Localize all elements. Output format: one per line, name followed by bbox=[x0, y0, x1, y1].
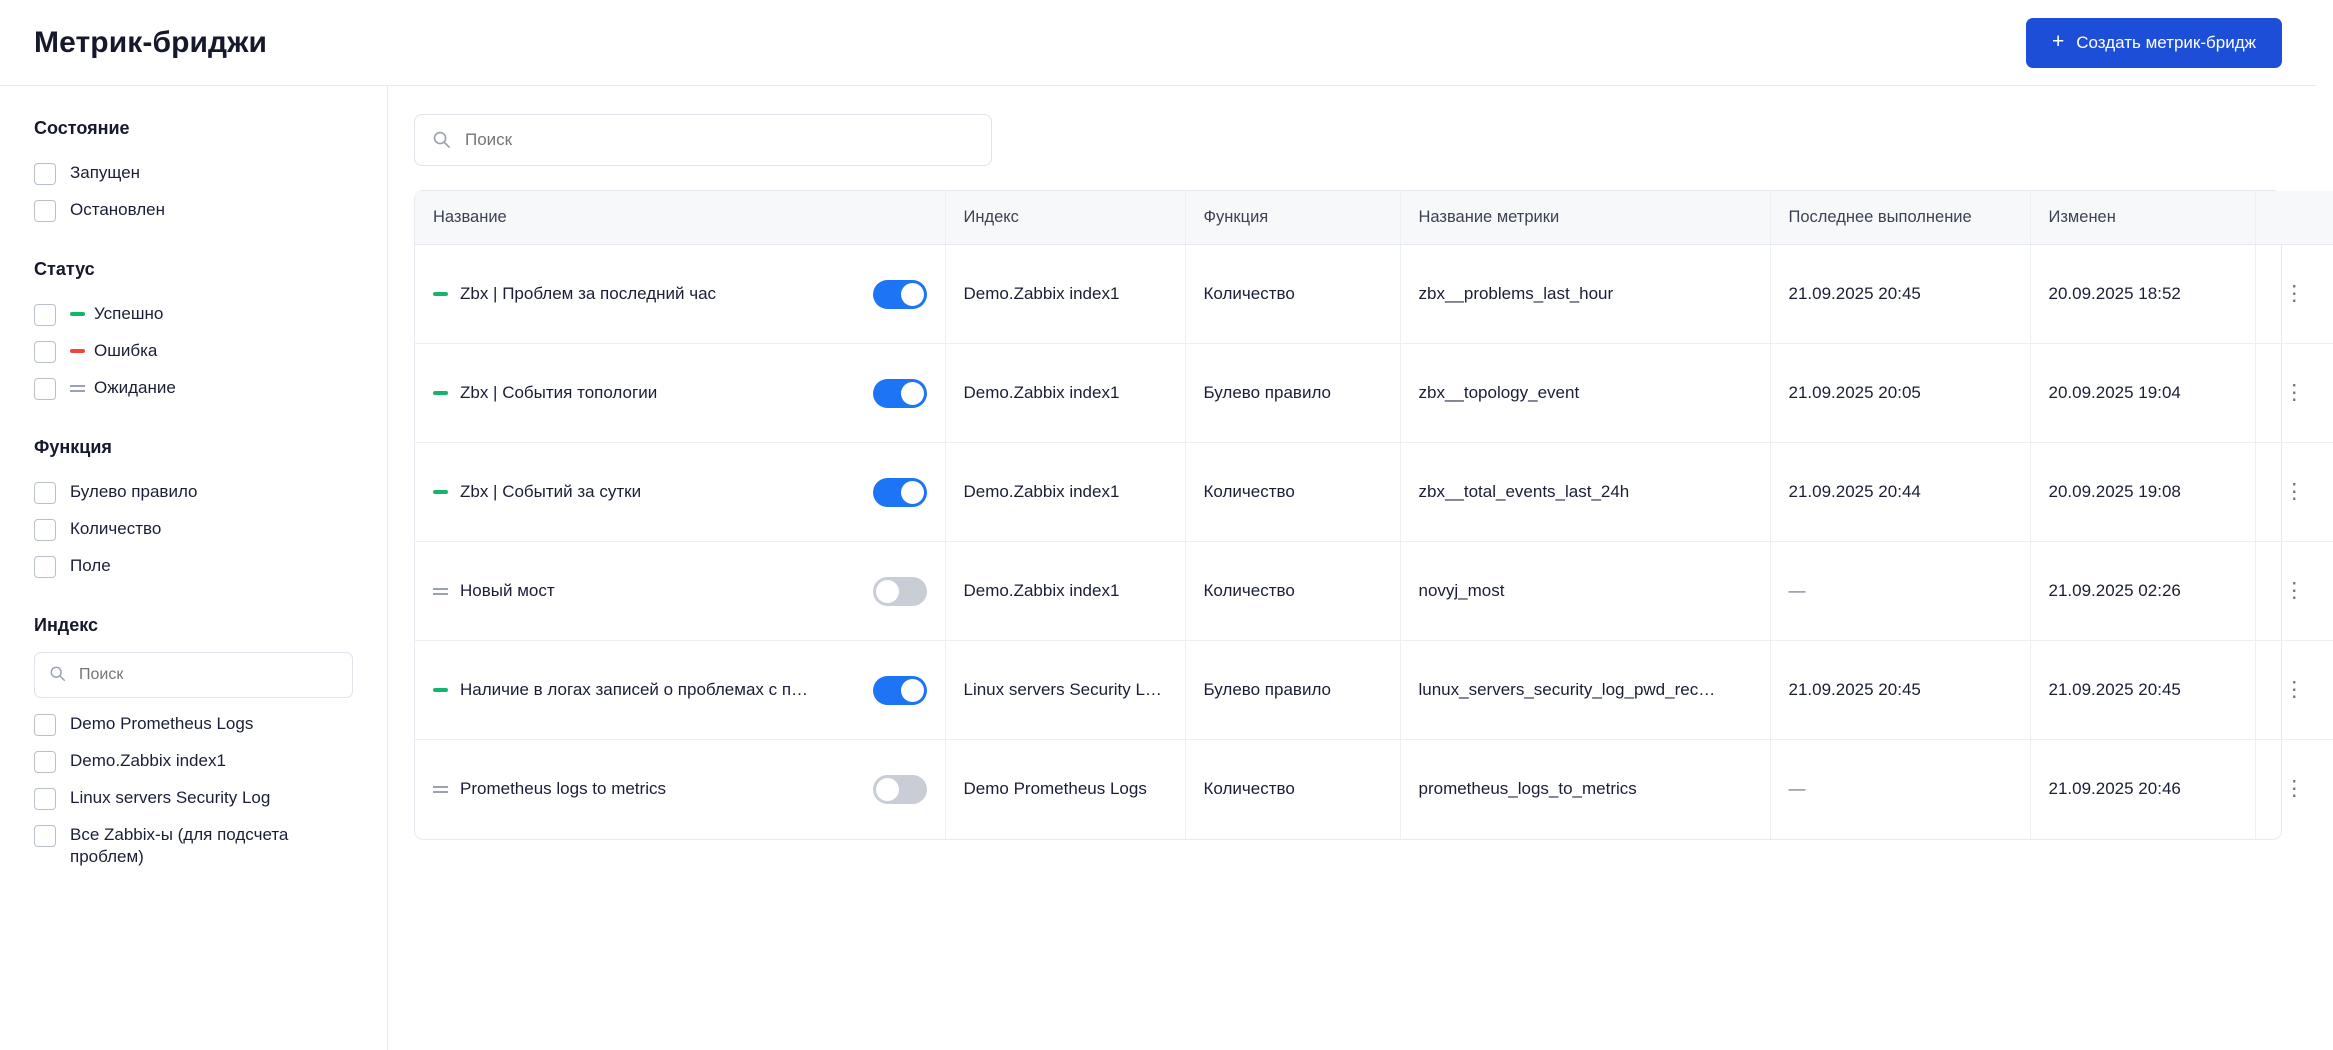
status-success-icon bbox=[433, 292, 448, 296]
bridge-index: Demo Prometheus Logs bbox=[945, 740, 1185, 839]
bridge-function: Количество bbox=[1185, 443, 1400, 542]
facet-state-title: Состояние bbox=[34, 118, 130, 138]
kebab-menu-icon[interactable]: ⋮ bbox=[2283, 281, 2305, 305]
status-pending-icon bbox=[433, 588, 448, 595]
page-body bbox=[0, 86, 2316, 1050]
bridge-function: Булево правило bbox=[1185, 641, 1400, 740]
facet-status-title: Статус bbox=[34, 259, 95, 279]
kebab-menu-icon[interactable]: ⋮ bbox=[2283, 677, 2305, 701]
checkbox-icon[interactable] bbox=[34, 378, 56, 400]
enable-toggle[interactable] bbox=[873, 577, 927, 606]
checkbox-icon[interactable] bbox=[34, 482, 56, 504]
kebab-menu-icon[interactable]: ⋮ bbox=[2283, 776, 2305, 800]
column-header-last-run[interactable]: Последнее выполнение bbox=[1770, 191, 2030, 245]
search-icon bbox=[49, 665, 66, 687]
bridge-name: Zbx | Событий за сутки bbox=[460, 482, 642, 501]
enable-toggle[interactable] bbox=[873, 379, 927, 408]
filter-state-stopped[interactable] bbox=[34, 192, 353, 229]
enable-toggle[interactable] bbox=[873, 676, 927, 705]
enable-toggle[interactable] bbox=[873, 775, 927, 804]
checkbox-icon[interactable] bbox=[34, 825, 56, 847]
filter-state-running[interactable] bbox=[34, 155, 353, 192]
filters-sidebar bbox=[0, 86, 388, 1050]
page-header bbox=[0, 0, 2316, 86]
facet-state bbox=[34, 118, 353, 229]
column-header-name[interactable]: Название bbox=[415, 191, 945, 245]
bridge-metric-name: zbx__problems_last_hour bbox=[1400, 245, 1770, 344]
bridge-last-run: — bbox=[1770, 542, 2030, 641]
facet-function-title: Функция bbox=[34, 437, 112, 457]
bridge-last-run: 21.09.2025 20:45 bbox=[1770, 245, 2030, 344]
main-content bbox=[388, 86, 2316, 1050]
filter-label: Demo.Zabbix index1 bbox=[70, 751, 226, 770]
filter-label: Ожидание bbox=[94, 378, 176, 397]
bridge-name: Zbx | События топологии bbox=[460, 383, 658, 402]
bridge-metric-name: novyj_most bbox=[1400, 542, 1770, 641]
search-icon bbox=[432, 130, 451, 154]
status-pending-icon bbox=[70, 385, 85, 392]
table-header-row bbox=[415, 191, 2333, 245]
bridge-last-run: 21.09.2025 20:45 bbox=[1770, 641, 2030, 740]
bridge-last-run: 21.09.2025 20:44 bbox=[1770, 443, 2030, 542]
filter-index-demo-prometheus-logs[interactable] bbox=[34, 706, 353, 743]
table-row[interactable] bbox=[415, 245, 2333, 344]
status-success-icon bbox=[433, 391, 448, 395]
status-success-icon bbox=[433, 688, 448, 692]
checkbox-icon[interactable] bbox=[34, 341, 56, 363]
filter-status-success[interactable] bbox=[34, 296, 353, 333]
facet-function bbox=[34, 437, 353, 585]
bridge-changed: 21.09.2025 20:46 bbox=[2030, 740, 2255, 839]
filter-function-boolean[interactable] bbox=[34, 474, 353, 511]
bridge-changed: 20.09.2025 19:04 bbox=[2030, 344, 2255, 443]
bridge-metric-name: prometheus_logs_to_metrics bbox=[1400, 740, 1770, 839]
column-header-changed[interactable]: Изменен bbox=[2030, 191, 2255, 245]
facet-status bbox=[34, 259, 353, 407]
column-header-metric-name[interactable]: Название метрики bbox=[1400, 191, 1770, 245]
filter-index-demo-zabbix-index1[interactable] bbox=[34, 743, 353, 780]
filter-label: Остановлен bbox=[70, 200, 166, 219]
checkbox-icon[interactable] bbox=[34, 163, 56, 185]
filter-label: Поле bbox=[70, 556, 111, 575]
table-row[interactable] bbox=[415, 542, 2333, 641]
bridge-index: Demo.Zabbix index1 bbox=[945, 245, 1185, 344]
bridge-index: Demo.Zabbix index1 bbox=[945, 542, 1185, 641]
create-button-label: Создать метрик-бридж bbox=[2076, 32, 2256, 52]
index-search-input[interactable] bbox=[34, 652, 353, 698]
bridge-metric-name: zbx__total_events_last_24h bbox=[1400, 443, 1770, 542]
table-search bbox=[414, 114, 992, 166]
filter-label: Количество bbox=[70, 519, 162, 538]
checkbox-icon[interactable] bbox=[34, 519, 56, 541]
filter-index-linux-servers-security-log[interactable] bbox=[34, 780, 353, 817]
bridge-changed: 21.09.2025 02:26 bbox=[2030, 542, 2255, 641]
enable-toggle[interactable] bbox=[873, 478, 927, 507]
kebab-menu-icon[interactable]: ⋮ bbox=[2283, 578, 2305, 602]
filter-label: Demo Prometheus Logs bbox=[70, 714, 254, 733]
checkbox-icon[interactable] bbox=[34, 751, 56, 773]
bridge-function: Булево правило bbox=[1185, 344, 1400, 443]
table-row[interactable] bbox=[415, 443, 2333, 542]
column-header-function[interactable]: Функция bbox=[1185, 191, 1400, 245]
kebab-menu-icon[interactable]: ⋮ bbox=[2283, 380, 2305, 404]
status-success-icon bbox=[433, 490, 448, 494]
bridge-metric-name: zbx__topology_event bbox=[1400, 344, 1770, 443]
column-header-index[interactable]: Индекс bbox=[945, 191, 1185, 245]
filter-label: Запущен bbox=[70, 163, 141, 182]
checkbox-icon[interactable] bbox=[34, 788, 56, 810]
bridge-index: Demo.Zabbix index1 bbox=[945, 344, 1185, 443]
search-input[interactable] bbox=[414, 114, 992, 166]
checkbox-icon[interactable] bbox=[34, 714, 56, 736]
facet-index-title: Индекс bbox=[34, 615, 99, 635]
bridge-metric-name: lunux_servers_security_log_pwd_rec… bbox=[1400, 641, 1770, 740]
kebab-menu-icon[interactable]: ⋮ bbox=[2283, 479, 2305, 503]
bridge-last-run: — bbox=[1770, 740, 2030, 839]
filter-label: Все Zabbix-ы (для подсчета проблем) bbox=[70, 825, 289, 867]
filter-status-error[interactable] bbox=[34, 333, 353, 370]
bridge-function: Количество bbox=[1185, 740, 1400, 839]
status-error-icon bbox=[70, 349, 85, 353]
status-pending-icon bbox=[433, 786, 448, 793]
filter-index-all-zabbix[interactable] bbox=[34, 817, 353, 876]
filter-label: Булево правило bbox=[70, 482, 198, 501]
filter-label: Успешно bbox=[94, 304, 164, 323]
bridge-name: Наличие в логах записей о проблемах с п… bbox=[460, 680, 809, 699]
bridge-name: Zbx | Проблем за последний час bbox=[460, 284, 717, 303]
bridge-changed: 20.09.2025 18:52 bbox=[2030, 245, 2255, 344]
status-success-icon bbox=[70, 312, 85, 316]
bridge-index: Demo.Zabbix index1 bbox=[945, 443, 1185, 542]
filter-label: Linux servers Security Log bbox=[70, 788, 271, 807]
bridge-changed: 20.09.2025 19:08 bbox=[2030, 443, 2255, 542]
bridge-changed: 21.09.2025 20:45 bbox=[2030, 641, 2255, 740]
metric-bridges-table bbox=[414, 190, 2305, 840]
table-row[interactable] bbox=[415, 344, 2333, 443]
filter-label: Ошибка bbox=[94, 341, 158, 360]
bridge-index: Linux servers Security L… bbox=[945, 641, 1185, 740]
bridge-name: Prometheus logs to metrics bbox=[460, 779, 666, 799]
plus-icon: + bbox=[2052, 30, 2065, 53]
index-search bbox=[34, 652, 353, 698]
bridge-last-run: 21.09.2025 20:05 bbox=[1770, 344, 2030, 443]
create-metric-bridge-button[interactable] bbox=[2026, 18, 2282, 68]
table-row[interactable] bbox=[415, 641, 2333, 740]
checkbox-icon[interactable] bbox=[34, 200, 56, 222]
column-header-actions bbox=[2255, 191, 2333, 245]
checkbox-icon[interactable] bbox=[34, 556, 56, 578]
filter-function-field[interactable] bbox=[34, 548, 353, 585]
filter-status-pending[interactable] bbox=[34, 370, 353, 407]
facet-index bbox=[34, 615, 353, 876]
bridge-function: Количество bbox=[1185, 245, 1400, 344]
table-row[interactable] bbox=[415, 740, 2333, 839]
checkbox-icon[interactable] bbox=[34, 304, 56, 326]
enable-toggle[interactable] bbox=[873, 280, 927, 309]
filter-function-count[interactable] bbox=[34, 511, 353, 548]
page-title: Метрик-бриджи bbox=[34, 25, 268, 59]
bridge-name: Новый мост bbox=[460, 581, 555, 600]
bridge-function: Количество bbox=[1185, 542, 1400, 641]
